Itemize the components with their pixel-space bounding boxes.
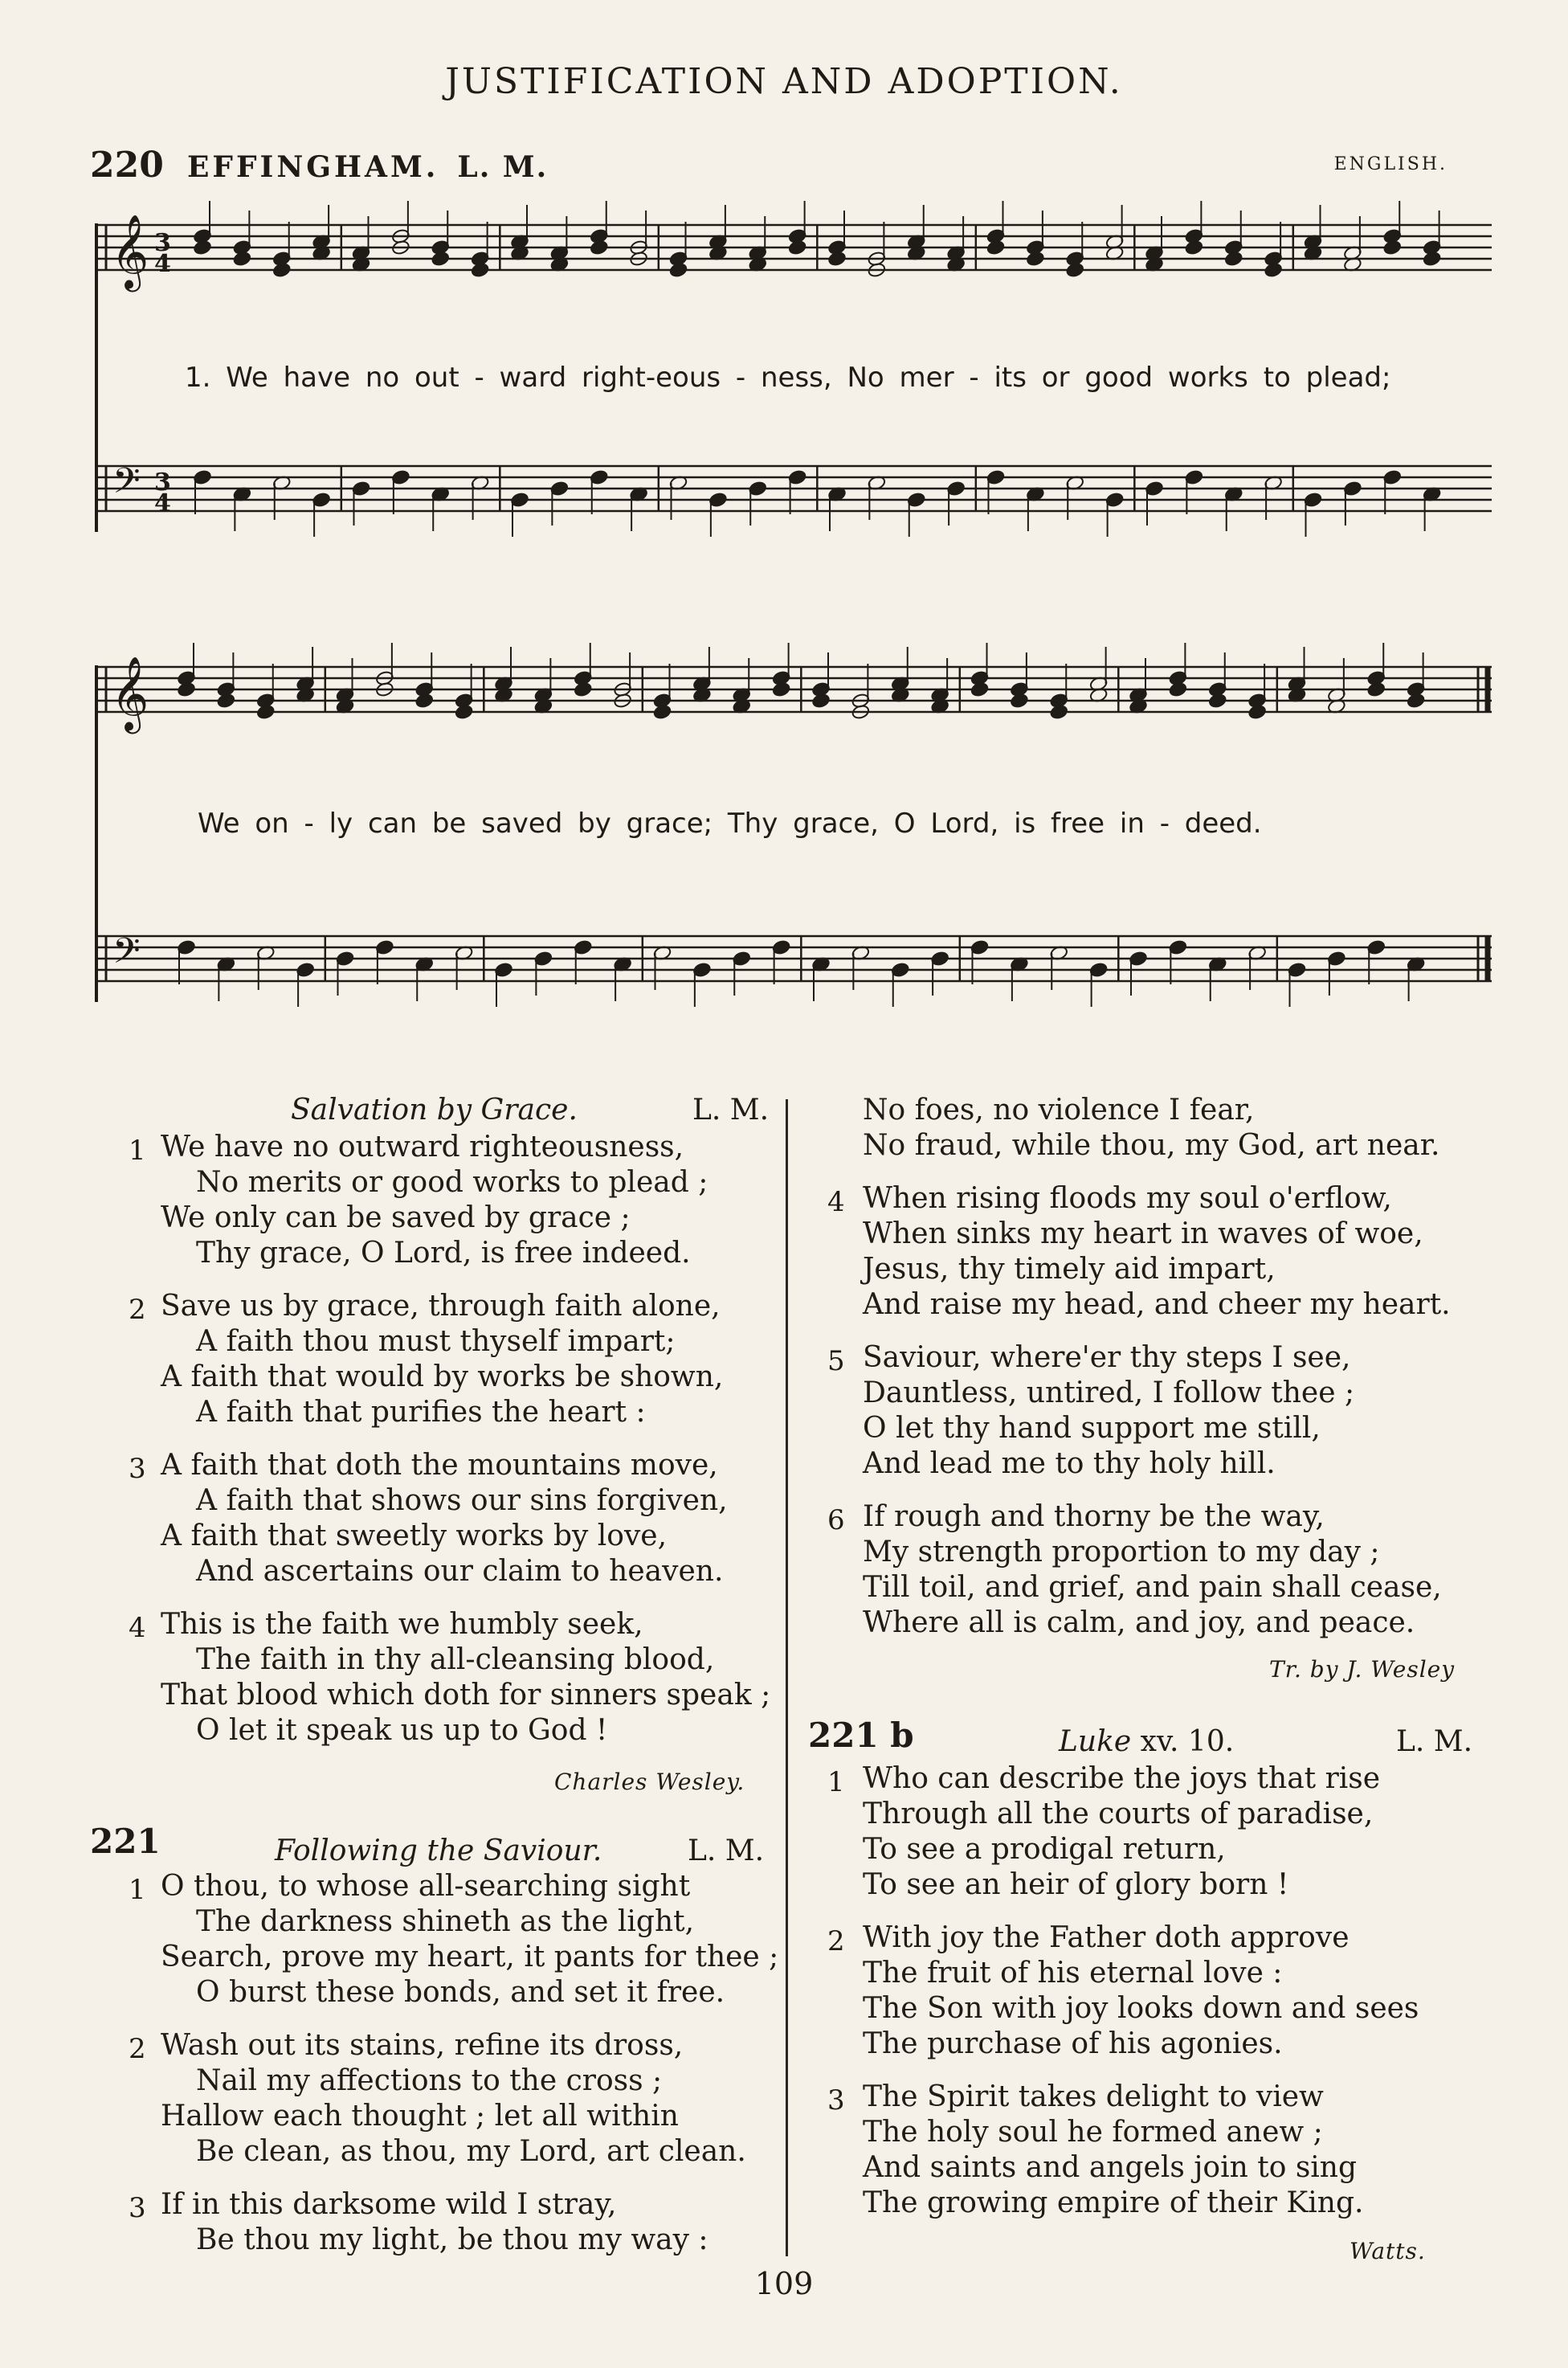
verse-line: Nail my affections to the cross ;	[196, 2064, 663, 2097]
tune-meter: L. M.	[457, 150, 549, 184]
column-divider	[786, 1099, 788, 2256]
verse-line: And ascertains our claim to heaven.	[196, 1555, 724, 1588]
verse-line: This is the faith we humbly seek,	[161, 1608, 643, 1641]
verse-line: Where all is calm, and joy, and peace.	[863, 1606, 1415, 1639]
hymn-title: Salvation by Grace.	[291, 1094, 578, 1127]
note-head	[811, 693, 831, 709]
verse-line: Hallow each thought ; let all within	[161, 2100, 679, 2133]
note-head	[233, 251, 252, 267]
verse-number: 1	[129, 1874, 146, 1906]
note-head	[1185, 239, 1204, 256]
note-head	[827, 251, 847, 267]
note-head	[1407, 693, 1426, 709]
hymn-220-heading	[291, 1093, 578, 1128]
note-head	[1247, 704, 1267, 720]
note-head	[772, 681, 791, 697]
note-head	[1423, 251, 1442, 267]
note-head	[653, 704, 672, 720]
note-head	[1366, 681, 1386, 697]
verse-line: No fraud, while thou, my God, art near.	[863, 1129, 1440, 1162]
verse-number: 3	[129, 2192, 146, 2224]
verse-number: 1	[129, 1135, 146, 1167]
verse-number: 1	[827, 1766, 845, 1798]
svg-text:4: 4	[154, 489, 171, 517]
tune-heading	[90, 145, 1456, 185]
hymn-221b-meter: L. M.	[1396, 1725, 1473, 1758]
note-head	[217, 693, 236, 709]
note-head	[471, 262, 490, 278]
verse-line: Till toil, and grief, and pain shall cease,	[863, 1571, 1442, 1604]
treble-clef-icon: 𝄞	[111, 656, 149, 730]
note-head	[1065, 262, 1084, 278]
note-head	[1208, 693, 1227, 709]
verse-line: No foes, no violence I fear,	[863, 1094, 1255, 1127]
note-head	[193, 239, 212, 256]
hymn-number: 221	[90, 1822, 161, 1861]
verse-line: My strength proportion to my day ;	[863, 1536, 1380, 1568]
verse-line: The growing empire of their King.	[863, 2186, 1364, 2219]
verse-line: The Son with joy looks down and sees	[863, 1992, 1419, 2025]
verse-line: No merits or good works to plead ;	[196, 1166, 708, 1199]
verse-number: 5	[827, 1345, 845, 1377]
hymn-221-heading	[90, 1824, 161, 1862]
verse-line: To see a prodigal return,	[863, 1833, 1226, 1866]
verse-line: To see an heir of glory born !	[863, 1868, 1289, 1901]
verse-line: A faith thou must thyself impart;	[196, 1325, 676, 1358]
verse-number: 2	[129, 2033, 146, 2065]
treble-clef-icon: 𝄞	[111, 214, 149, 288]
verse-line: If rough and thorny be the way,	[863, 1500, 1325, 1533]
verse-line: When rising floods my soul o'erflow,	[863, 1182, 1392, 1215]
verse-line: And saints and angels join to sing	[863, 2151, 1358, 2184]
hymn-number: 221 b	[808, 1716, 914, 1755]
note-head	[590, 239, 609, 256]
verse-number: 2	[827, 1925, 845, 1957]
hymn-221-meter: L. M.	[688, 1834, 765, 1867]
page-header: JUSTIFICATION AND ADOPTION.	[445, 61, 1123, 102]
note-head	[272, 262, 292, 278]
svg-text:4: 4	[154, 250, 171, 278]
note-head	[1264, 262, 1283, 278]
verse-number: 3	[129, 1453, 146, 1485]
bass-clef-icon: 𝄢	[112, 930, 141, 980]
hymn-author: Charles Wesley.	[554, 1769, 745, 1795]
verse-line: Through all the courts of paradise,	[863, 1797, 1374, 1830]
verse-line: Who can describe the joys that rise	[863, 1762, 1381, 1795]
svg-text:3: 3	[154, 468, 171, 497]
verse-number: 3	[827, 2084, 845, 2116]
note-head	[986, 239, 1006, 256]
verse-line: A faith that sweetly works by love,	[161, 1519, 668, 1552]
verse-line: And raise my head, and cheer my heart.	[863, 1288, 1451, 1321]
verse-line: Wash out its stains, refine its dross,	[161, 2029, 684, 2062]
note-head	[1010, 693, 1029, 709]
verse-line: A faith that shows our sins forgiven,	[196, 1484, 728, 1517]
verse-line: The purchase of his agonies.	[863, 2027, 1283, 2060]
verse-line: Be thou my light, be thou my way :	[196, 2223, 708, 2256]
note-head	[256, 704, 276, 720]
hymn-221b-heading	[808, 1718, 914, 1756]
verse-line: That blood which doth for sinners speak ;	[161, 1679, 771, 1712]
verse-line: O burst these bonds, and set it free.	[196, 1976, 725, 2009]
verse-line: We have no outward righteousness,	[161, 1131, 684, 1164]
verse-line: A faith that purifies the heart :	[196, 1396, 646, 1429]
verse-line: When sinks my heart in waves of woe,	[863, 1217, 1423, 1250]
lyric-line-1: 1. We have no out - ward right-eous - ness, No mer - its or good works to plead;	[185, 362, 1391, 394]
tune-origin: ENGLISH.	[1333, 154, 1448, 174]
verse-line: Be clean, as thou, my Lord, art clean.	[196, 2135, 746, 2168]
verse-line: O let thy hand support me still,	[863, 1412, 1321, 1445]
verse-line: A faith that doth the mountains move,	[161, 1449, 718, 1482]
verse-line: With joy the Father doth approve	[863, 1921, 1350, 1954]
verse-line: Save us by grace, through faith alone,	[161, 1290, 721, 1323]
verse-line: If in this darksome wild I stray,	[161, 2188, 617, 2221]
hymn-title: Following the Saviour.	[275, 1834, 602, 1867]
hymn-221b-title: Luke xv. 10.	[1059, 1725, 1235, 1758]
verse-line: The faith in thy all-cleansing blood,	[196, 1643, 715, 1676]
verse-line: The fruit of his eternal love :	[863, 1957, 1283, 1990]
verse-number: 4	[129, 1612, 146, 1644]
verse-line: And lead me to thy holy hill.	[863, 1447, 1276, 1480]
note-head	[970, 681, 990, 697]
tune-name: EFFINGHAM.	[186, 150, 439, 184]
verse-line: O thou, to whose all-searching sight	[161, 1870, 691, 1903]
note-head	[788, 239, 807, 256]
hymn-220-meter: L. M.	[692, 1094, 770, 1127]
bass-clef-icon: 𝄢	[112, 460, 141, 510]
verse-line: Dauntless, untired, I follow thee ;	[863, 1376, 1355, 1409]
note-head	[431, 251, 450, 267]
verse-line: Saviour, where'er thy steps I see,	[863, 1341, 1351, 1374]
verse-line: The darkness shineth as the light,	[196, 1905, 695, 1938]
note-head	[574, 681, 593, 697]
page-number: 109	[754, 2266, 814, 2301]
lyric-line-2: We on - ly can be saved by grace; Thy grace, O Lord, is free in - deed.	[198, 808, 1262, 840]
note-head	[455, 704, 474, 720]
verse-number: 4	[827, 1186, 845, 1218]
time-signature: 3	[154, 229, 171, 257]
hymn-author: Watts.	[1350, 2238, 1426, 2264]
verse-line: The holy soul he formed anew ;	[863, 2116, 1323, 2149]
verse-line: We only can be saved by grace ;	[161, 1201, 631, 1234]
note-head	[1026, 251, 1045, 267]
note-head	[177, 681, 196, 697]
verse-line: Jesus, thy timely aid impart,	[863, 1253, 1276, 1286]
note-head	[1382, 239, 1402, 256]
verse-number: 6	[827, 1504, 845, 1536]
verse-line: The Spirit takes delight to view	[863, 2080, 1324, 2113]
hymn-author: Tr. by J. Wesley	[1269, 1656, 1456, 1683]
note-head	[1224, 251, 1243, 267]
tune-number: 220	[90, 145, 164, 186]
verse-line: A faith that would by works be shown,	[161, 1360, 724, 1393]
note-head	[1049, 704, 1068, 720]
note-head	[414, 693, 434, 709]
verse-number: 2	[129, 1294, 146, 1326]
note-head	[669, 262, 688, 278]
note-head	[1169, 681, 1188, 697]
verse-line: Search, prove my heart, it pants for thee ;	[161, 1941, 779, 1973]
verse-line: Thy grace, O Lord, is free indeed.	[196, 1237, 691, 1270]
verse-line: O let it speak us up to God !	[196, 1714, 608, 1747]
